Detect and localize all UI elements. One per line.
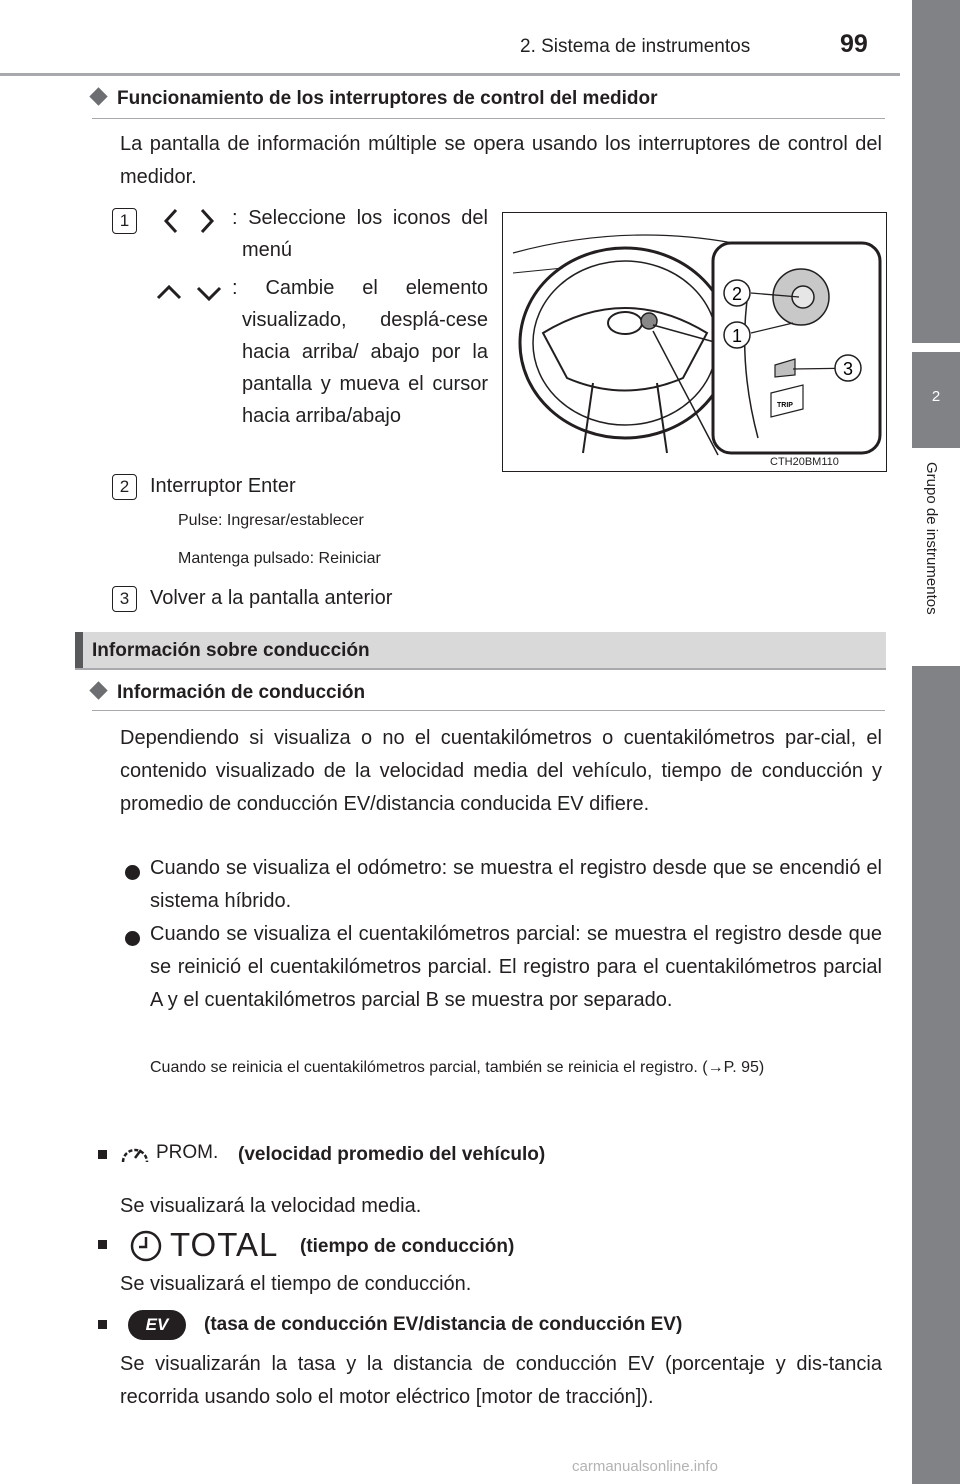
prom-icon-text: PROM. — [156, 1142, 219, 1163]
square-bullet-icon — [98, 1240, 107, 1249]
watermark: carmanualsonline.info — [572, 1458, 718, 1475]
callout-3: 3 — [842, 359, 854, 379]
section-underline — [92, 118, 885, 119]
callout-2: 2 — [731, 284, 743, 304]
press-action-text: Pulse: Ingresar/establecer — [178, 512, 364, 529]
square-bullet-icon — [98, 1320, 107, 1329]
header-divider — [0, 73, 900, 76]
item-number-1: 1 — [112, 208, 137, 234]
ev-label: (tasa de conducción EV/distancia de conducción EV) — [204, 1314, 683, 1335]
bullet-dot-icon — [125, 931, 140, 946]
total-label: (tiempo de conducción) — [300, 1236, 515, 1257]
diamond-bullet-icon — [89, 87, 107, 105]
diamond-bullet-icon — [89, 681, 107, 699]
side-tab-lower — [912, 666, 960, 1484]
steering-wheel-illustration — [502, 212, 887, 472]
callout-1: 1 — [731, 326, 743, 346]
total-icon-text: TOTAL — [170, 1226, 279, 1263]
up-down-arrows-icon — [152, 282, 228, 302]
item-number-2: 2 — [112, 474, 137, 500]
intro-paragraph: La pantalla de información múltiple se opera usando los interruptores de control del medidor. — [120, 133, 882, 188]
bullet-trip-meter: Cuando se visualiza el cuentakilómetros parcial: se muestra el registro desde que se reinició el cuentakilómetros parcial. El registro para el cuentakilómetros parcial A y el cuentakilómetros parcial B se muestra por separado. — [150, 923, 882, 1011]
side-tab-label: Grupo de instrumentos — [923, 462, 940, 615]
hold-action-text: Mantenga pulsado: Reiniciar — [178, 550, 381, 567]
header-section-title: 2. Sistema de instrumentos — [520, 36, 751, 57]
square-bullet-icon — [98, 1150, 107, 1159]
side-tab-number-box — [912, 352, 960, 448]
figure-code: CTH20BM110 — [770, 456, 839, 468]
prom-description: Se visualizará la velocidad media. — [120, 1195, 422, 1217]
section-band-accent — [75, 632, 83, 668]
ev-icon: EV — [128, 1310, 186, 1340]
speedometer-icon — [118, 1140, 152, 1168]
enter-switch-label: Interruptor Enter — [150, 475, 296, 497]
prom-label: (velocidad promedio del vehículo) — [238, 1144, 546, 1165]
trip-button-label: TRIP — [777, 402, 793, 409]
section-title-text: Información de conducción — [117, 682, 366, 703]
section-band-underline — [75, 668, 886, 670]
left-right-arrows-icon — [158, 206, 220, 236]
section-underline — [92, 710, 885, 711]
driving-info-paragraph: Dependiendo si visualiza o no el cuentakilómetros o cuentakilómetros par-cial, el contenido visualizado de la velocidad media del vehículo, tiempo de conducción y promedio de conducción EV/distancia conducida EV difiere. — [120, 727, 882, 815]
section-title-driving-info — [92, 682, 365, 704]
total-description: Se visualizará el tiempo de conducción. — [120, 1273, 472, 1295]
trip-reset-note: Cuando se reinicia el cuentakilómetros parcial, también se reinicia el registro. (→P. 95) — [150, 1059, 765, 1076]
left-right-description: : Seleccione los iconos del menú — [232, 207, 488, 261]
steering-wheel-drawing — [503, 213, 886, 471]
back-switch-label: Volver a la pantalla anterior — [150, 587, 393, 609]
section-band-title: Información sobre conducción — [92, 640, 370, 661]
section-title-text: Funcionamiento de los interruptores de control del medidor — [117, 88, 658, 109]
clock-icon — [128, 1228, 164, 1264]
side-tab-number: 2 — [931, 388, 941, 405]
item-number-3: 3 — [112, 586, 137, 612]
page-number: 99 — [840, 30, 868, 58]
bullet-odometer: Cuando se visualiza el odómetro: se muestra el registro desde que se encendió el sistema híbrido. — [150, 857, 882, 912]
up-down-description: : Cambie el elemento visualizado, desplá-cese hacia arriba/ abajo por la pantalla y mueva el cursor hacia arriba/abajo — [232, 277, 488, 427]
ev-description: Se visualizarán la tasa y la distancia de conducción EV (porcentaje y dis-tancia recorrida usando solo el motor eléctrico [motor de tracción]). — [120, 1353, 882, 1408]
bullet-dot-icon — [125, 865, 140, 880]
side-tab-upper — [912, 0, 960, 343]
section-title-meter-switches — [92, 88, 658, 110]
